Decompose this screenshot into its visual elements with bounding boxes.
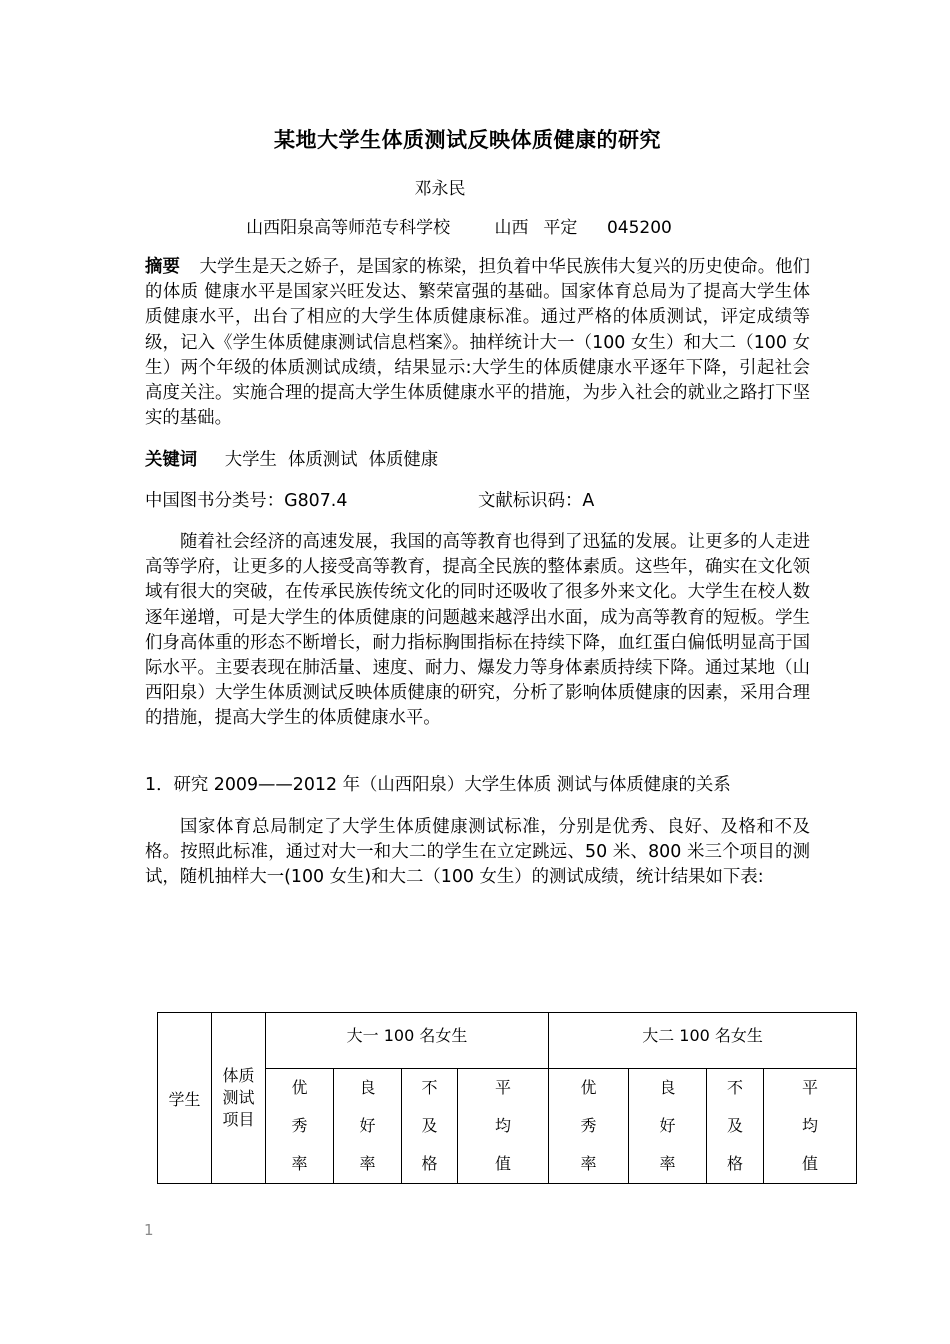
header-student: 学生 [158, 1013, 212, 1184]
body-paragraph-2: 国家体育总局制定了大学生体质健康测试标准，分别是优秀、良好、及格和不及格。按照此标准，通过对大一和大二的学生在立定跳远、50 米、800 米三个项目的测试，随机抽样大一(100 女生)和大二（100 女生）的测试成绩，统计结果如下表: [145, 817, 810, 888]
year2-excellent-rate: 优 秀 率 [549, 1069, 629, 1184]
paper-title: 某地大学生体质测试反映体质健康的研究 [274, 128, 661, 152]
header-test-item: 体质 测试 项目 [212, 1013, 266, 1184]
abstract-label: 摘要 [145, 257, 180, 277]
year2-average: 平 均 值 [764, 1069, 857, 1184]
section-heading-1: 1．研究 2009——2012 年（山西阳泉）大学生体质 测试与体质健康的关系 [145, 775, 731, 795]
year1-excellent-rate: 优 秀 率 [266, 1069, 334, 1184]
header-year2: 大二 100 名女生 [549, 1013, 857, 1069]
abstract-text: 大学生是天之娇子，是国家的栋梁，担负着中华民族伟大复兴的历史使命。他们的体质 健康水平是国家兴旺发达、繁荣富强的基础。国家体育总局为了提高大学生体质健康水平，出台了相应的大学生体质健康标准。通过严格的体质测试，评定成绩等级，记入《学生体质健康测试信息档案》。抽样统计大一（100 女生）和大二（100 女生）两个年级的体质测试成绩，结果显示:大学生的体质健康水平逐年下降，引起社会高度关注。实施合理的提高大学生体质健康水平的措施，为步入社会的就业之路打下坚实的基础。 [145, 257, 810, 429]
body-paragraph-1: 随着社会经济的高速发展，我国的高等教育也得到了迅猛的发展。让更多的人走进高等学府，让更多的人接受高等教育，提高全民族的整体素质。这些年，确实在文化领域有很大的突破，在传承民族传统文化的同时还吸收了很多外来文化。大学生在校人数逐年递增，可是大学生的体质健康的问题越来越浮出水面，成为高等教育的短板。学生们身高体重的形态不断增长，耐力指标胸围指标在持续下降，血红蛋白偏低明显高于国际水平。主要表现在肺活量、速度、耐力、爆发力等身体素质持续下降。通过某地（山西阳泉）大学生体质测试反映体质健康的研究，分析了影响体质健康的因素，采用合理的措施，提高大学生的体质健康水平。 [145, 532, 810, 729]
year2-fail: 不 及 格 [707, 1069, 764, 1184]
keywords [145, 448, 810, 473]
clc-number: 中国图书分类号：G807.4 [145, 491, 348, 511]
document-code: 文献标识码：A [478, 491, 595, 511]
fitness-table [157, 1012, 857, 1184]
keywords-label: 关键词 [145, 450, 198, 470]
affiliation: 山西阳泉高等师范专科学校 山西 平定 045200 [246, 218, 672, 238]
year1-good-rate: 良 好 率 [334, 1069, 402, 1184]
author-name: 邓永民 [414, 179, 466, 199]
year2-good-rate: 良 好 率 [629, 1069, 707, 1184]
abstract [145, 255, 810, 431]
year1-average: 平 均 值 [458, 1069, 549, 1184]
year1-fail: 不 及 格 [402, 1069, 458, 1184]
classification-line [145, 489, 810, 514]
page-number: 1 [144, 1221, 154, 1239]
header-year1: 大一 100 名女生 [266, 1013, 549, 1069]
keywords-text: 大学生 体质测试 体质健康 [224, 450, 439, 470]
